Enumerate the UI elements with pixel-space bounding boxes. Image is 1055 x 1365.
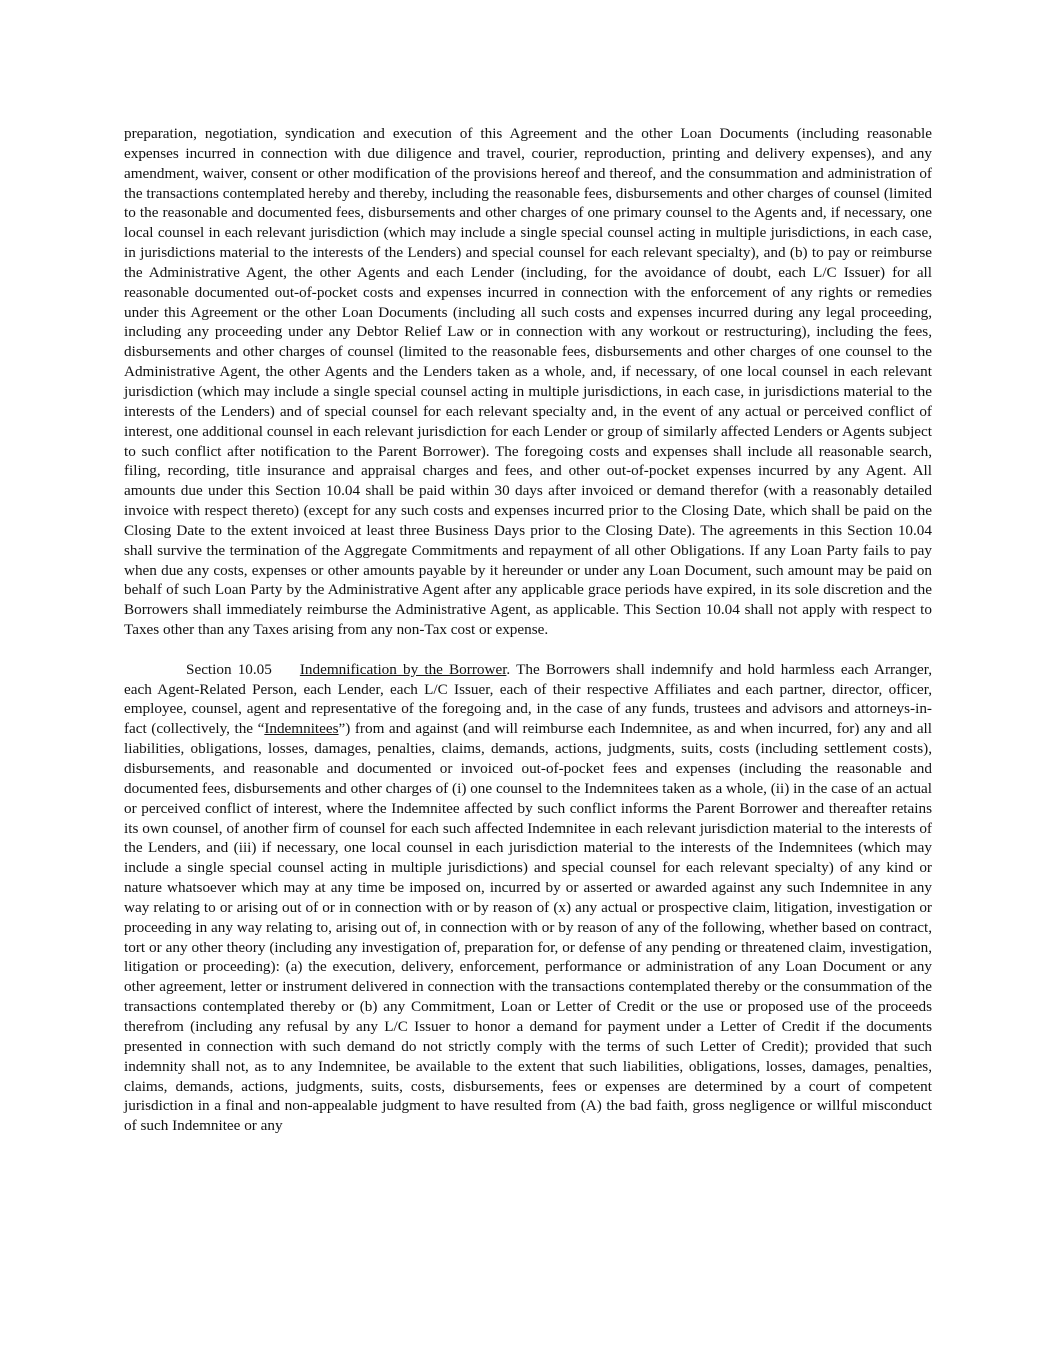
- defined-term-indemnitees: Indemnitees: [264, 720, 339, 738]
- section-text-part-2: ”) from and against (and will reimburse each Indemnitee, as and when incurred, for) any and all liabilities, obligations, losses, damages, penalties, claims, demands, actions, judgments, suits, costs (including settlement costs), disbursements, and reasonable and documented or invoiced out-of-pocket fees and expenses (including the reasonable and documented fees, disbursements and other charges of (i) one counsel to the Indemnitees taken as a whole, (ii) in the case of an actual or perceived conflict of interest, where the Indemnitee affected by such conflict informs the Parent Borrower and thereafter retains its own counsel, of another firm of counsel for each such affected Indemnitee in each relevant jurisdiction material to the interests of the Lenders, and (iii) if necessary, one local counsel in each jurisdiction material to the interests of the Indemnitees (which may include a single special counsel acting in multiple jurisdictions) and special counsel for each relevant specialty) of any kind or nature whatsoever which may at any time be imposed on, incurred by or asserted or awarded against any such Indemnitee in any way relating to or arising out of or in connection with or by reason of (x) any actual or prospective claim, litigation, investigation or proceeding in any way relating to, arising out of, in connection with or by reason of any of the following, whether based on contract, tort or any other theory (including any investigation of, preparation for, or defense of any pending or threatened claim, investigation, litigation or proceeding): (a) the execution, delivery, enforcement, performance or administration of any Loan Document or any other agreement, letter or instrument delivered in connection with the transactions contemplated thereby or the consummation of the transactions contemplated thereby or (b) any Commitment, Loan or Letter of Credit or the use or proposed use of the proceeds therefrom (including any refusal by any L/C Issuer to honor a demand for payment under a Letter of Credit if the documents presented in connection with such demand do not strictly comply with the terms of such Letter of Credit); provided that such indemnity shall not, as to any Indemnitee, be available to the extent that such liabilities, obligations, losses, damages, penalties, claims, demands, actions, judgments, suits, costs, disbursements, fees or expenses are determined by a court of competent jurisdiction in a final and non-appealable judgment to have resulted from (A) the bad faith, gross negligence or willful misconduct of such Indemnitee or any: [124, 720, 932, 1135]
- document-page: [124, 124, 932, 1136]
- section-text-part-1: . The Borrowers shall indemnify and hold harmless each Arranger, each Agent-Related Person, each Lender, each L/C Issuer, each of their respective Affiliates and each partner, director, officer, employee, counsel, agent and representative of the foregoing and, in the case of any funds, trustees and advisors and attorneys-in-fact (collectively, the “: [124, 660, 932, 738]
- section-number: Section 10.05: [186, 660, 272, 678]
- section-title: Indemnification by the Borrower: [299, 660, 507, 678]
- paragraph-section-10-05: [124, 660, 932, 1136]
- paragraph-section-10-04-continued: preparation, negotiation, syndication and execution of this Agreement and the other Loan Documents (including reasonable expenses incurred in connection with due diligence and travel, courier, reproduction, printing and delivery expenses), and any amendment, waiver, consent or other modification of the provisions hereof and thereof, and the consummation and administration of the transactions contemplated hereby and thereby, including the reasonable fees, disbursements and other charges of counsel (limited to the reasonable and documented fees, disbursements and other charges of one primary counsel to the Agents and, if necessary, one local counsel in each relevant jurisdiction (which may include a single special counsel acting in multiple jurisdictions, in each case, in jurisdictions material to the interests of the Lenders) and special counsel for each relevant specialty), and (b) to pay or reimburse the Administrative Agent, the other Agents and each Lender (including, for the avoidance of doubt, each L/C Issuer) for all reasonable documented out-of-pocket costs and expenses incurred in connection with the enforcement of any rights or remedies under this Agreement or the other Loan Documents (including all such costs and expenses incurred during any legal proceeding, including any proceeding under any Debtor Relief Law or in connection with any workout or restructuring), including the fees, disbursements and other charges of counsel (limited to the reasonable fees, disbursements and other charges of one counsel to the Administrative Agent, the other Agents and the Lenders taken as a whole, and, if necessary, of one local counsel in each relevant jurisdiction (which may include a single special counsel acting in multiple jurisdictions, in each case, in jurisdictions material to the interests of the Lenders) and of special counsel for each relevant specialty and, in the event of any actual or perceived conflict of interest, one additional counsel in each relevant jurisdiction for each Lender or group of similarly affected Lenders or Agents subject to such conflict after notification to the Parent Borrower). The foregoing costs and expenses shall include all reasonable search, filing, recording, title insurance and appraisal charges and fees, and other out-of-pocket expenses incurred by any Agent. All amounts due under this Section 10.04 shall be paid within 30 days after invoiced or demand therefor (with a reasonably detailed invoice with respect thereto) (except for any such costs and expenses incurred prior to the Closing Date, which shall be paid on the Closing Date to the extent invoiced at least three Business Days prior to the Closing Date). The agreements in this Section 10.04 shall survive the termination of the Aggregate Commitments and repayment of all other Obligations. If any Loan Party fails to pay when due any costs, expenses or other amounts payable by it hereunder or under any Loan Document, such amount may be paid on behalf of such Loan Party by the Administrative Agent after any applicable grace periods have expired, in its sole discretion and the Borrowers shall immediately reimburse the Administrative Agent, as applicable. This Section 10.04 shall not apply with respect to Taxes other than any Taxes arising from any non-Tax cost or expense.: [124, 125, 932, 639]
